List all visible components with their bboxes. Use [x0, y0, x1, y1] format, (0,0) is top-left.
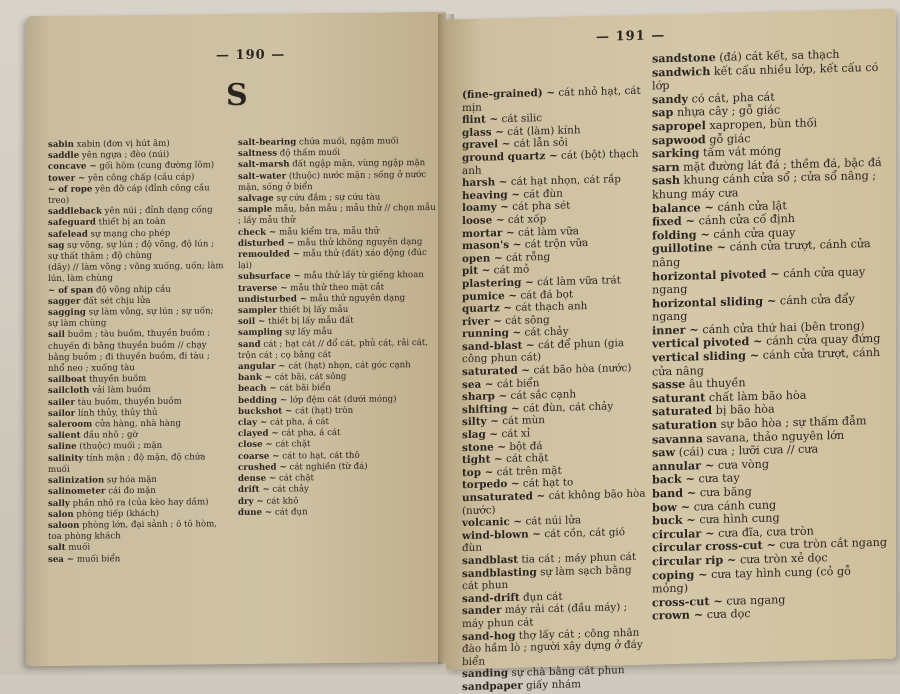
- entry-headword: pit ~: [462, 264, 491, 278]
- entry-definition: yên núi ; đỉnh dạng cống: [104, 205, 213, 217]
- entry-definition: mẫu kiểm tra, mẫu thử: [279, 226, 380, 238]
- entry-headword: band ~: [652, 485, 697, 501]
- entry-headword: (fine-grained) ~: [462, 86, 556, 102]
- entry-headword: back ~: [652, 471, 695, 487]
- entry-headword: coping ~: [652, 566, 708, 583]
- entry-definition: cát sông: [505, 313, 550, 327]
- entry-headword: vertical sliding ~: [652, 347, 760, 365]
- entry-definition: sự chà bằng cát phun: [511, 664, 625, 680]
- dictionary-entry: [48, 306, 226, 330]
- entry-definition: cưa vòng: [717, 457, 769, 472]
- entry-definition: cát rỗng: [506, 250, 551, 264]
- entry-definition: thuyền buồm: [88, 374, 147, 385]
- entry-definition: thợ lấy cát ; công nhân đào hầm lò ; người xây dựng ở đáy biển: [462, 626, 643, 668]
- entry-headword: sampling: [238, 327, 283, 339]
- entry-definition: mẫu thử lấy từ giếng khoan: [303, 270, 424, 282]
- entry-headword: sarn: [652, 159, 680, 175]
- entry-headword: sash: [652, 173, 680, 188]
- entry-definition: cát đá bọt: [520, 287, 574, 302]
- entry-definition: sự hóa mặn: [106, 474, 157, 486]
- entry-headword: sailer: [48, 397, 75, 408]
- entry-definition: khung cánh cửa sổ ; cửa sổ nâng ; khung máy cưa: [652, 169, 877, 202]
- entry-definition: cưa băng: [699, 485, 752, 500]
- entry-headword: salinization: [48, 475, 105, 487]
- entry-headword: saddle: [48, 150, 80, 162]
- entry-headword: check ~: [238, 227, 277, 238]
- entry-definition: cát (hạt) nhọn, cát góc cạnh: [288, 360, 411, 372]
- entry-definition: cát (bột) thạch anh: [462, 147, 639, 177]
- entry-definition: mẫu thử không nguyên dạng: [297, 236, 423, 249]
- entry-headword: coarse ~: [238, 451, 280, 462]
- entry-definition: cát (làm) kính: [507, 123, 581, 138]
- entry-definition: lớp đệm cát (dưới móng): [289, 393, 397, 406]
- entry-definition: cưa tay: [698, 471, 740, 486]
- entry-definition: cát bãi biển: [279, 383, 331, 395]
- entry-headword: shifting ~: [462, 402, 520, 416]
- entry-headword: sanding: [462, 667, 509, 681]
- entry-headword: mason's ~: [462, 238, 522, 253]
- entry-headword: sally: [48, 498, 70, 509]
- entry-headword: salon: [48, 509, 74, 520]
- entry-definition: cát lẫn sỏi: [513, 136, 568, 151]
- entry-headword: saturant: [652, 390, 706, 406]
- entry-headword: ground quartz ~: [462, 149, 558, 165]
- entry-definition: mẫu thử theo mặt cắt: [290, 282, 385, 294]
- entry-definition: kết cấu nhiều lớp, kết cấu có lớp: [652, 60, 879, 93]
- dictionary-entry: [48, 553, 226, 566]
- entry-definition: cái đo mặn: [108, 486, 156, 497]
- entry-headword: salt-water: [238, 171, 287, 182]
- entry-definition: sự võng, sự lún ; độ võng, độ lún ; sự thất thâm ; độ chùng: [48, 239, 215, 263]
- entry-definition: cưa đĩa, cưa tròn: [718, 524, 814, 540]
- entry-definition: cát pha, á cát: [281, 428, 341, 439]
- right-page: [446, 9, 896, 694]
- dictionary-entry: [48, 329, 226, 376]
- entry-definition: cát nghiền (từ đá): [289, 461, 368, 473]
- entry-definition: thiết bị lấy mẫu đất: [268, 316, 354, 327]
- entry-headword: pumice ~: [462, 289, 518, 303]
- entry-headword: sand-hog: [462, 629, 516, 643]
- entry-headword: bow ~: [652, 499, 691, 515]
- entry-definition: cánh cửa thứ hai (bên trong): [702, 319, 865, 337]
- entry-definition: cưa hình cung: [699, 511, 780, 527]
- entry-headword: volcanic ~: [462, 515, 523, 530]
- entry-definition: cát silic: [501, 112, 543, 126]
- entry-headword: crushed ~: [238, 462, 287, 473]
- entry-headword: sabin: [48, 139, 74, 150]
- entry-headword: fixed ~: [652, 213, 696, 229]
- entry-headword: soil ~: [238, 316, 266, 328]
- entry-headword: ~ of rope: [48, 184, 93, 195]
- entry-definition: tấm vát móng: [702, 144, 782, 160]
- entry-definition: cát trộn vữa: [524, 237, 589, 251]
- entry-headword: circular ~: [652, 525, 715, 542]
- entry-headword: sander: [462, 604, 502, 618]
- dictionary-entry: [48, 519, 226, 543]
- entry-definition: cát cồn, cát gió đùn: [462, 525, 626, 555]
- entry-headword: crown ~: [652, 607, 704, 623]
- entry-definition: mặt đường lát đá ; thềm đá, bậc đá: [683, 155, 882, 174]
- entry-definition: cát bãi, cát sông: [274, 372, 347, 383]
- entry-headword: sea ~: [462, 377, 494, 391]
- entry-definition: đụn cát: [522, 590, 563, 604]
- entry-definition: mẫu, bản mẫu ; mẫu thử // chọn mẫu ; lấy mẫu thử: [238, 203, 436, 227]
- entry-definition: phòng lớn, đại sảnh ; ô tô hòm, toa phòng khách: [48, 519, 217, 543]
- dictionary-entry: [48, 239, 226, 263]
- entry-definition: bột đá: [509, 439, 543, 453]
- entry-headword: flint ~: [462, 113, 499, 127]
- entry-definition: yên công chấp (cầu cáp): [88, 172, 195, 184]
- right-column-1: [462, 85, 648, 694]
- entry-definition: gỗ giác: [709, 131, 751, 146]
- entry-headword: cross-cut ~: [652, 593, 723, 610]
- entry-headword: remoulded ~: [238, 249, 301, 261]
- dictionary-entry: [238, 338, 438, 363]
- entry-headword: running ~: [462, 326, 522, 341]
- dictionary-entry: [48, 261, 226, 285]
- entry-headword: sailboat: [48, 374, 87, 386]
- entry-headword: close ~: [238, 440, 273, 451]
- entry-definition: cát bão hòa (nước): [533, 362, 632, 377]
- entry-definition: cát chặt: [506, 452, 549, 466]
- left-column-2: [238, 136, 438, 519]
- entry-definition: cánh cửa đẩy ngang: [652, 292, 855, 324]
- entry-definition: cát nhỏ hạt, cát mịn: [462, 84, 641, 114]
- entry-headword: glass ~: [462, 125, 504, 139]
- entry-headword: sandy: [652, 91, 689, 107]
- entry-headword: guillotine ~: [652, 239, 727, 256]
- entry-headword: saturation: [652, 416, 718, 433]
- dictionary-entry: [652, 604, 888, 623]
- entry-headword: salinity: [48, 453, 84, 464]
- entry-headword: sand: [238, 339, 261, 350]
- entry-definition: máy rải cát (đầu máy) ; máy phun cát: [462, 601, 628, 631]
- entry-definition: lính thủy, thủy thủ: [77, 407, 158, 419]
- entry-headword: concave ~: [48, 161, 97, 173]
- entry-definition: đất sét chịu lửa: [83, 295, 151, 307]
- entry-headword: silty ~: [462, 415, 499, 429]
- entry-headword: sap: [652, 105, 674, 120]
- entry-definition: tính mặn ; độ mặn, độ chứa muối: [48, 452, 206, 475]
- entry-headword: top ~: [462, 466, 494, 479]
- entry-headword: bedding ~: [238, 395, 288, 406]
- entry-definition: cát chảy: [272, 484, 309, 495]
- entry-headword: saleroom: [48, 419, 93, 431]
- entry-headword: sandpaper: [462, 679, 523, 694]
- entry-headword: sasse: [652, 376, 686, 392]
- entry-definition: chất làm bão hòa: [708, 388, 807, 404]
- entry-headword: saline: [48, 442, 77, 453]
- entry-headword: salt: [48, 543, 66, 554]
- open-dictionary-book: [18, 14, 896, 694]
- entry-headword: slag ~: [462, 428, 499, 442]
- entry-headword: torpedo ~: [462, 478, 520, 492]
- entry-definition: cưa tròn cắt ngang: [779, 536, 887, 552]
- entry-headword: river ~: [462, 314, 502, 328]
- entry-definition: đất ngập mặn, vùng ngập mặn: [292, 158, 426, 170]
- right-column-2: [652, 47, 888, 624]
- entry-definition: độ thấm muối: [279, 148, 341, 159]
- entry-definition: cát to hạt, cát thô: [282, 450, 360, 462]
- entry-definition: mẫu thử nguyên dạng: [309, 293, 406, 305]
- entry-headword: beach ~: [238, 384, 277, 395]
- entry-definition: cát hạt nhọn, cát rắp: [510, 173, 621, 189]
- entry-definition: yên ngựa ; đèo (núi): [81, 149, 170, 161]
- entry-definition: cát không bão hòa (nước): [462, 487, 646, 517]
- entry-definition: chứa muối, ngậm muối: [299, 136, 399, 148]
- left-page: [26, 12, 446, 666]
- dictionary-entry: [48, 183, 226, 207]
- entry-definition: cát (hạt) tròn: [295, 405, 354, 417]
- entry-headword: sea ~: [48, 554, 75, 565]
- entry-definition: xabin (đơn vị hút âm): [76, 138, 170, 150]
- entry-headword: quartz ~: [462, 301, 513, 316]
- entry-definition: cát đùn, cát chảy: [523, 400, 614, 415]
- entry-headword: saltness: [238, 148, 278, 160]
- entry-definition: cát biển: [496, 376, 540, 390]
- entry-headword: tower ~: [48, 173, 86, 184]
- entry-definition: cát chặt: [275, 439, 311, 451]
- entry-definition: (thuộc) nước mặn ; sống ở nước mặn, sống ở biển: [238, 169, 427, 193]
- entry-definition: yên đỡ cáp (đỉnh công cầu treo): [48, 183, 210, 206]
- entry-definition: cát chảy: [524, 325, 569, 339]
- entry-headword: circular rip ~: [652, 552, 737, 569]
- entry-headword: sagger: [48, 296, 81, 307]
- entry-headword: saddleback: [48, 206, 102, 218]
- entry-definition: cát xỉ: [501, 427, 531, 441]
- entry-definition: giấy nhám: [526, 678, 582, 692]
- entry-headword: annular ~: [652, 457, 715, 474]
- entry-definition: buồm ; tàu buồm, thuyền buồm ; chuyến đi bằng thuyền buồm // chạy bằng buồm ; đi thuyền buồm, đi tàu ; nhổ neo ; xuống tàu: [48, 328, 211, 375]
- entry-definition: cát núi lửa: [525, 514, 582, 528]
- entry-definition: cát đùn: [523, 187, 563, 201]
- entry-headword: sand-drift: [462, 591, 520, 605]
- entry-headword: angular ~: [238, 361, 286, 373]
- entry-headword: sarking: [652, 145, 700, 161]
- entry-definition: thiết bị an toàn: [98, 217, 166, 228]
- entry-definition: muối: [68, 542, 91, 554]
- entry-definition: cát sắc cạnh: [510, 388, 577, 403]
- entry-definition: cưa cánh cung: [693, 498, 777, 514]
- dictionary-entry: [48, 452, 226, 476]
- entry-headword: savanna: [652, 430, 703, 447]
- entry-definition: cánh cửa trượt, cánh cửa nâng: [652, 345, 881, 379]
- entry-headword: loose ~: [462, 214, 505, 228]
- entry-definition: thiết bị lấy mẫu: [279, 304, 349, 316]
- entry-definition: phòng tiếp (khách): [76, 508, 160, 520]
- entry-definition: bị bão hòa: [715, 402, 775, 418]
- entry-headword: buckshot ~: [238, 406, 293, 417]
- dictionary-entry: [462, 626, 648, 668]
- entry-definition: cưa dọc: [706, 607, 751, 622]
- entry-definition: sự lấy mẫu: [285, 327, 333, 338]
- entry-definition: cát trên mặt: [496, 464, 562, 479]
- entry-headword: gravel ~: [462, 138, 511, 152]
- entry-definition: đầu nhô ; gờ: [83, 430, 138, 441]
- entry-headword: salient: [48, 430, 81, 442]
- entry-definition: cát xốp: [507, 212, 547, 226]
- entry-headword: horizontal pivoted ~: [652, 265, 780, 283]
- entry-headword: salvage: [238, 193, 274, 204]
- entry-definition: tàu buồm, thuyền buồm: [77, 396, 182, 408]
- entry-headword: salt-bearing: [238, 137, 297, 148]
- entry-headword: salt-marsh: [238, 159, 290, 171]
- entry-headword: saloon: [48, 520, 80, 531]
- entry-definition: âu thuyền: [688, 376, 746, 391]
- entry-headword: buck ~: [652, 512, 696, 528]
- dictionary-entry: [238, 169, 438, 194]
- entry-headword: sandstone: [652, 49, 716, 66]
- entry-headword: balance ~: [652, 199, 714, 215]
- entry-headword: safelead: [48, 229, 88, 240]
- entry-definition: sự làm võng, sự lún ; sự uốn; sự làm chùng: [48, 306, 214, 330]
- entry-definition: cát mùn: [502, 414, 545, 428]
- entry-definition: cát pha sét: [512, 199, 571, 214]
- section-letter: S: [226, 77, 248, 114]
- entry-headword: undisturbed ~: [238, 294, 308, 305]
- entry-definition: cửa hàng, nhà hàng: [94, 418, 181, 430]
- entry-headword: sharp ~: [462, 390, 508, 404]
- entry-definition: xapropen, bùn thối: [709, 116, 818, 133]
- entry-definition: cát làm vữa: [518, 224, 579, 239]
- entry-definition: sự mạng cho phép: [90, 228, 171, 240]
- entry-headword: vertical pivoted ~: [652, 334, 763, 351]
- entry-headword: sample: [238, 204, 273, 216]
- entry-definition: độ võng nhịp cầu: [96, 284, 171, 296]
- entry-headword: inner ~: [652, 322, 699, 338]
- entry-definition: phần nhô ra (của kèo hay dầm): [72, 496, 209, 509]
- entry-headword: plastering ~: [462, 276, 534, 291]
- entry-headword: heaving ~: [462, 188, 521, 202]
- entry-headword: clay ~: [238, 417, 268, 429]
- entry-headword: sandblasting: [462, 565, 537, 580]
- dictionary-entry: [48, 497, 226, 510]
- entry-headword: salinometer: [48, 486, 106, 498]
- entry-definition: mẫu thử (đất) xáo động (đúc lại): [238, 248, 427, 272]
- entry-headword: safeguard: [48, 217, 96, 229]
- entry-headword: subsurface ~: [238, 271, 301, 283]
- entry-headword: circular cross-cut ~: [652, 537, 776, 555]
- entry-headword: folding ~: [652, 226, 710, 243]
- entry-headword: harsh ~: [462, 176, 508, 190]
- entry-headword: traverse ~: [238, 283, 288, 294]
- entry-definition: (dây) // làm võng ; võng xuống, uốn; làm lún, làm chùng: [48, 261, 224, 285]
- entry-definition: (cái) cưa ; lưỡi cưa // cưa: [678, 442, 819, 460]
- left-column-1: [48, 138, 226, 566]
- entry-definition: sự làm sạch bằng cát phun: [462, 563, 632, 593]
- entry-headword: drift ~: [238, 484, 270, 496]
- entry-definition: vải làm buồm: [92, 385, 151, 396]
- entry-definition: cánh cửa quay ngang: [652, 264, 866, 297]
- entry-definition: cát chặt: [278, 473, 315, 484]
- entry-headword: sampler: [238, 305, 277, 317]
- entry-headword: bank ~: [238, 372, 272, 384]
- entry-headword: dry ~: [238, 496, 264, 507]
- entry-headword: dense ~: [238, 473, 277, 485]
- entry-headword: disturbed ~: [238, 238, 295, 249]
- entry-definition: cát làm vữa trát: [537, 274, 621, 289]
- entry-headword: loamy ~: [462, 201, 509, 215]
- entry-definition: cưa tay hình cung (cỏ gỗ mỏng): [652, 564, 851, 596]
- entry-definition: cát khô: [266, 495, 299, 507]
- entry-definition: gối hõm (cung đường lõm): [99, 160, 215, 172]
- entry-definition: muối biển: [76, 553, 121, 565]
- entry-headword: ~ of span: [48, 285, 94, 296]
- dictionary-entry: [238, 506, 438, 519]
- entry-headword: sandwich: [652, 63, 711, 80]
- entry-headword: sand-blast ~: [462, 339, 535, 353]
- entry-definition: cánh cửa lật: [717, 198, 787, 214]
- entry-headword: open ~: [462, 251, 503, 265]
- entry-definition: cánh cửa cố định: [698, 212, 795, 228]
- left-page-number: — 190 —: [216, 47, 286, 64]
- entry-definition: cát để phun (gia công phun cát): [462, 337, 625, 366]
- entry-headword: stone ~: [462, 440, 507, 454]
- entry-headword: sagging: [48, 307, 86, 319]
- entry-definition: cánh cửa trượt, cánh cửa nâng: [652, 237, 871, 270]
- entry-headword: sandblast: [462, 553, 518, 568]
- entry-definition: cưa ngang: [726, 592, 786, 608]
- dictionary-entry: [238, 248, 438, 273]
- dictionary-entry: [48, 161, 226, 174]
- entry-headword: sapwood: [652, 131, 706, 148]
- entry-headword: tight ~: [462, 453, 503, 467]
- entry-definition: cát thạch anh: [515, 300, 588, 314]
- entry-headword: unsaturated ~: [462, 490, 546, 505]
- entry-definition: có cát, pha cát: [691, 90, 775, 106]
- entry-definition: cát ; hạt cát // đổ cát, phủ cát, rải cát, trộn cát ; cọ bằng cát: [238, 337, 428, 361]
- entry-headword: wind-blown ~: [462, 527, 541, 542]
- entry-headword: sapropel: [652, 118, 706, 134]
- entry-headword: clayed ~: [238, 428, 279, 440]
- entry-definition: nhựa cây ; gỗ giác: [676, 103, 781, 120]
- entry-headword: mortar ~: [462, 226, 515, 240]
- entry-definition: tia cát ; máy phun cát: [521, 550, 637, 566]
- entry-headword: dune ~: [238, 507, 273, 518]
- entry-headword: horizontal sliding ~: [652, 293, 777, 311]
- entry-headword: sailcloth: [48, 386, 90, 397]
- entry-definition: cát pha, á cát: [270, 417, 329, 428]
- entry-definition: sự cứu đắm ; sự cứu tàu: [276, 192, 381, 204]
- right-page-number: — 191 —: [596, 28, 666, 45]
- entry-definition: savana, thảo nguyên lớn: [706, 428, 845, 445]
- entry-headword: saturated ~: [462, 364, 531, 379]
- entry-definition: (đá) cát kết, sa thạch: [719, 47, 840, 64]
- entry-headword: saw: [652, 445, 676, 460]
- entry-definition: cưa tròn xẻ dọc: [740, 551, 828, 567]
- entry-definition: cánh cửa quay đứng: [766, 332, 881, 349]
- dictionary-entry: [238, 203, 438, 228]
- entry-definition: cát đụn: [274, 506, 308, 518]
- entry-definition: cát mỏ: [493, 263, 530, 277]
- entry-definition: cát hạt to: [522, 476, 574, 491]
- entry-headword: sailor: [48, 408, 76, 419]
- entry-definition: cánh cửa quay: [713, 225, 796, 241]
- entry-headword: sail: [48, 330, 65, 341]
- entry-headword: sag: [48, 240, 65, 251]
- entry-definition: sự bão hòa ; sự thấm đẫm: [720, 414, 867, 431]
- entry-headword: saturated: [652, 403, 713, 419]
- entry-definition: (thuộc) muối ; mặn: [79, 441, 163, 453]
